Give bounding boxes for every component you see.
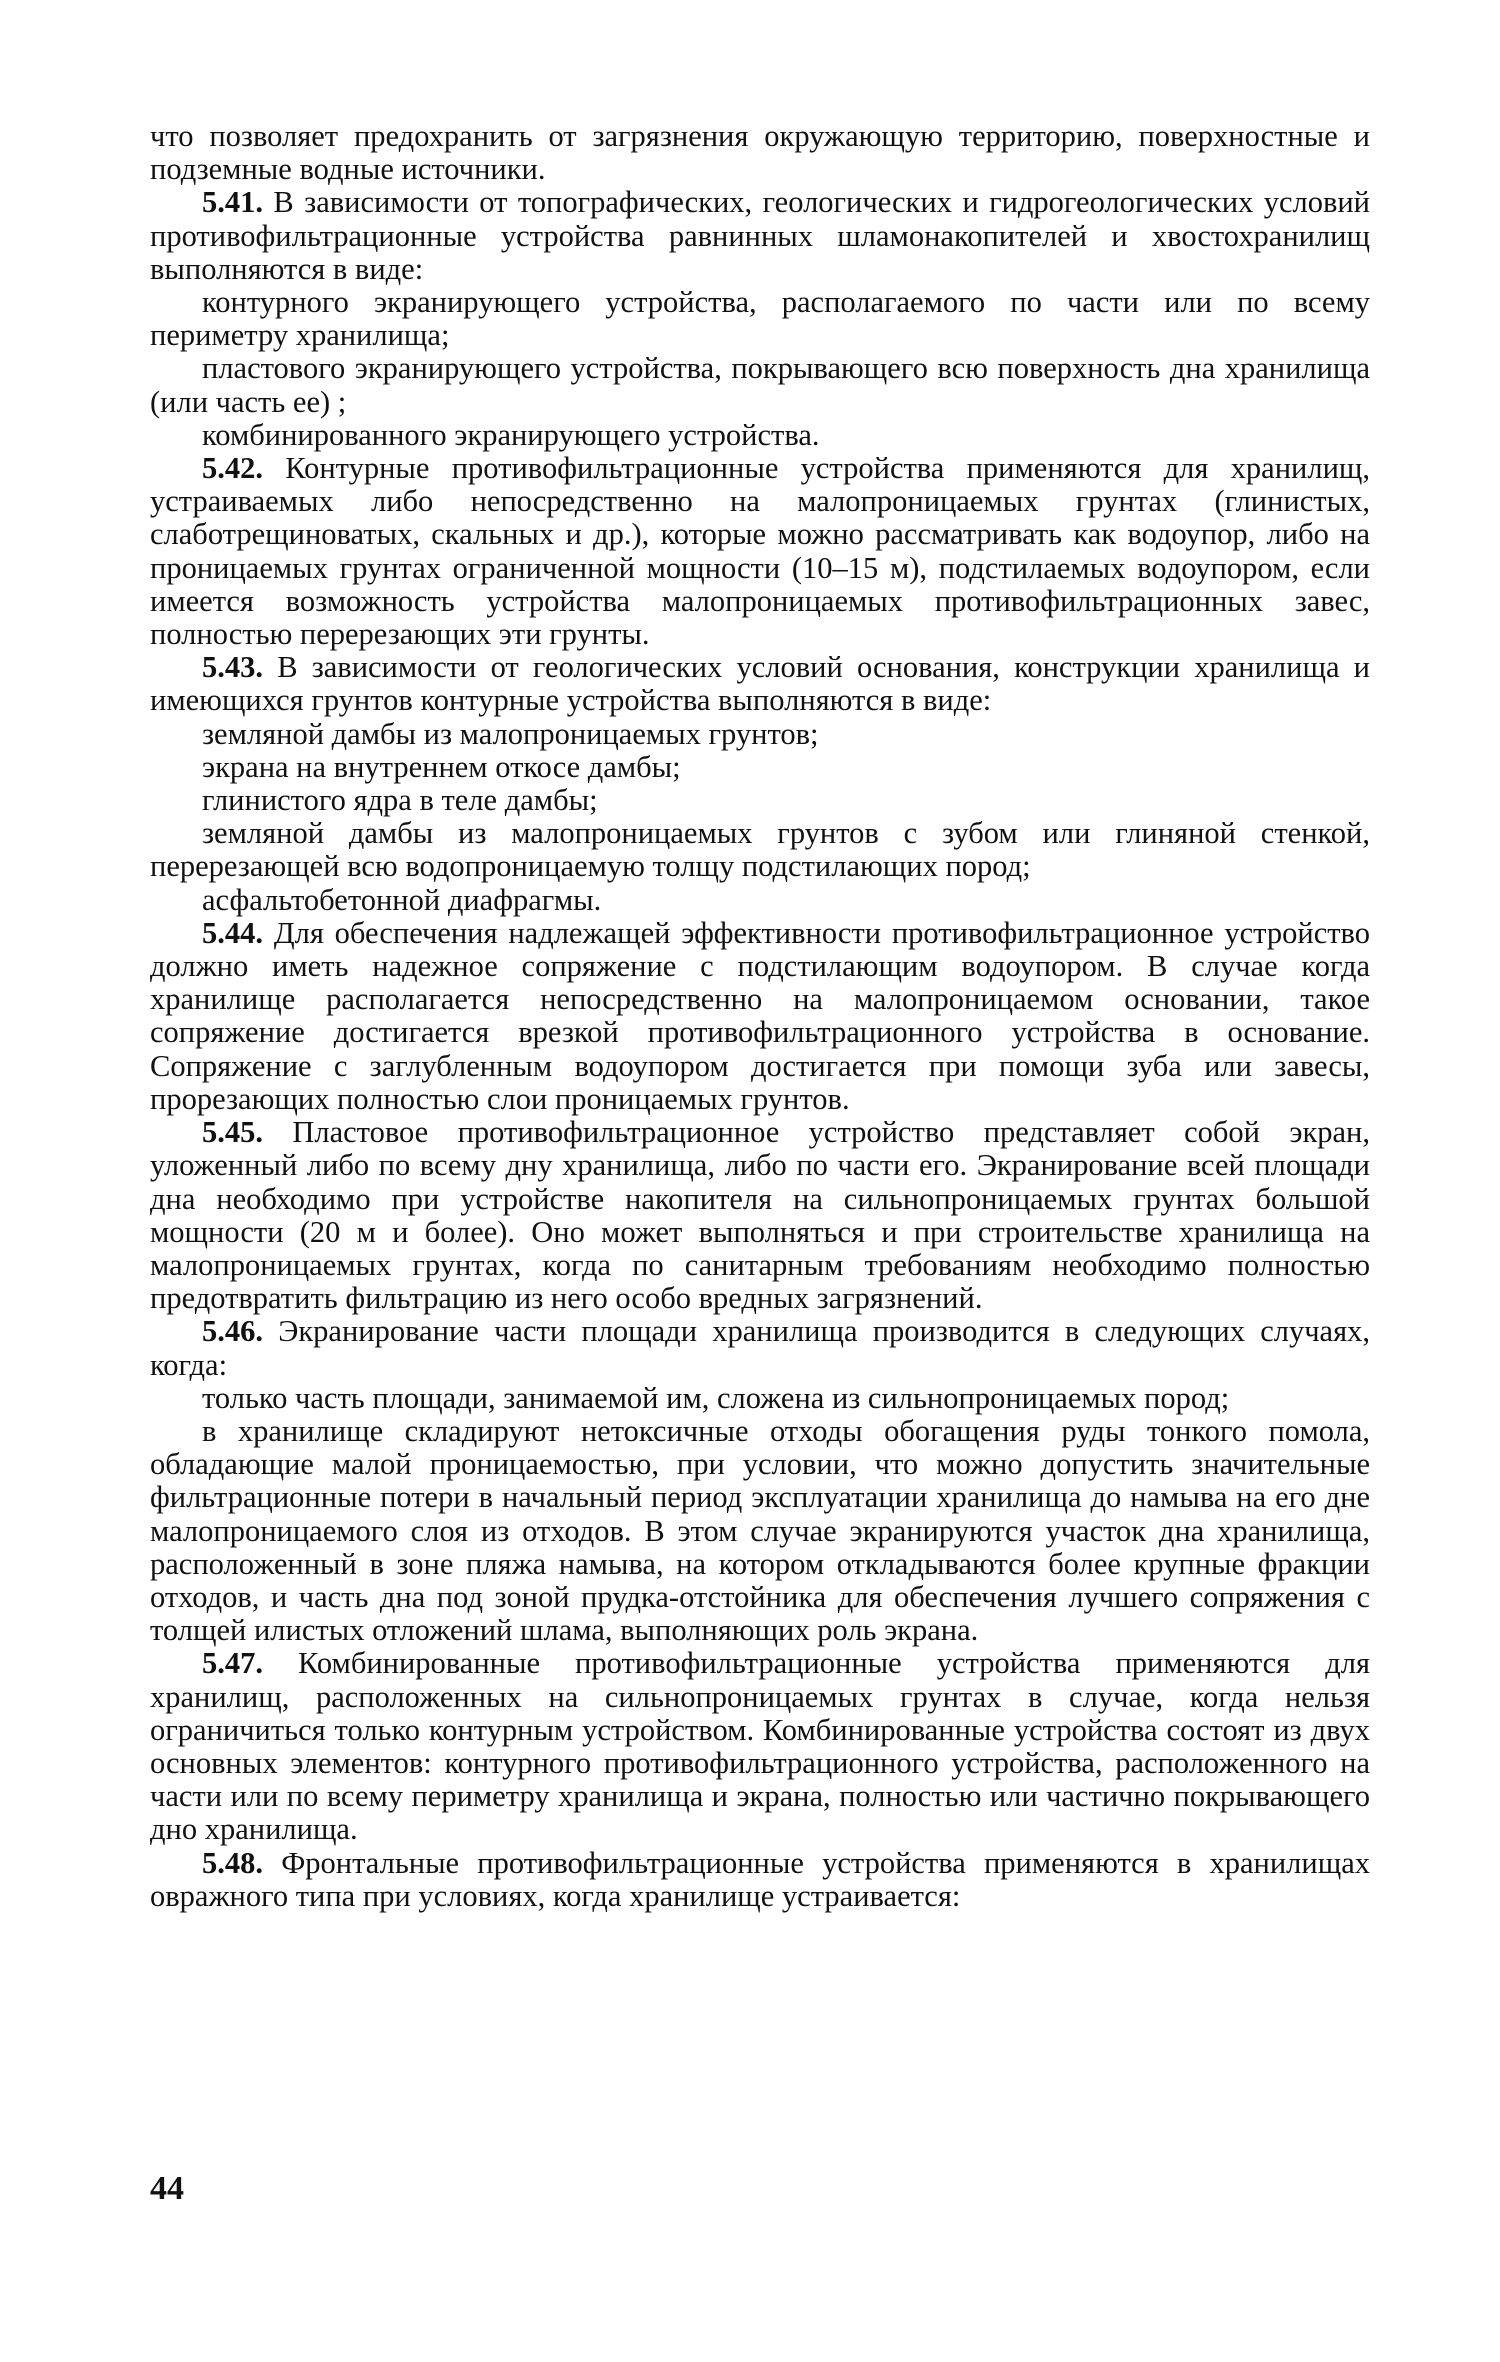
list-item: только часть площади, занимаемой им, сложена из сильнопроницаемых пород;	[202, 1380, 1230, 1415]
section-number: 5.46.	[202, 1314, 263, 1349]
section-5-44: 5.44. Для обеспечения надлежащей эффективности противофильтрационное устройство должно иметь надежное сопряжение с подстилающим водоупором. В случае когда хранилище располагается непосредственно на малопроницаемом основании, такое сопряжение достигается врезкой противофильтрационного устройства в основание. Сопряжение с заглубленным водоупором достигается при помощи зуба или завесы, прорезающих полностью слои проницаемых грунтов.	[150, 915, 1371, 1116]
section-number: 5.41.	[202, 185, 263, 220]
section-number: 5.44.	[202, 915, 263, 950]
section-5-46: 5.46. Экранирование части площади хранилища производится в следующих случаях, когда:	[150, 1314, 1370, 1382]
list-item: комбинированного экранирующего устройства.	[202, 417, 820, 452]
section-number: 5.48.	[202, 1845, 263, 1880]
list-item: экрана на внутреннем откосе дамбы;	[202, 749, 681, 784]
list-item: земляной дамбы из малопроницаемых грунтов с зубом или глиняной стенкой, перерезающей всю водопроницаемую толщу подстилающих пород;	[150, 816, 1370, 884]
list-item: контурного экранирующего устройства, располагаемого по части или по всему периметру хранилища;	[150, 285, 1370, 353]
list-item: в хранилище складируют нетоксичные отходы обогащения руды тонкого помола, обладающие малой проницаемостью, при условии, что можно допустить значительные фильтрационные потери в начальный период эксплуатации хранилища до намыва на его дне малопроницаемого слоя из отходов. В этом случае экранируются участок дна хранилища, расположенный в зоне пляжа намыва, на котором откладываются более крупные фракции отходов, и часть дна под зоной прудка-отстойника для обеспечения лучшего сопряжения с толщей илистых отложений шлама, выполняющих роль экрана.	[150, 1413, 1370, 1648]
list-item: глинистого ядра в теле дамбы;	[202, 783, 598, 818]
section-number: 5.47.	[202, 1646, 263, 1681]
section-5-42: 5.42. Контурные противофильтрационные устройства применяются для хранилищ, устраиваемых либо непосредственно на малопроницаемых грунтах (глинистых, слаботрещиноватых, скальных и др.), которые можно рассматривать как водоупор, либо на проницаемых грунтах ограниченной мощности (10–15 м), подстилаемых водоупором, если имеется возможность устройства малопроницаемых противофильтрационных завес, полностью перерезающих эти грунты.	[150, 451, 1370, 652]
page-text	[150, 120, 1370, 1913]
section-number: 5.42.	[202, 451, 263, 486]
list-item: асфальтобетонной диафрагмы.	[202, 882, 602, 917]
page-number: 44	[150, 2170, 184, 2207]
section-5-47: 5.47. Комбинированные противофильтрационные устройства применяются для хранилищ, расположенных на сильнопроницаемых грунтах в случае, когда нельзя ограничиться только контурным устройством. Комбинированные устройства состоят из двух основных элементов: контурного противофильтрационного устройства, расположенного на части или по всему периметру хранилища и экрана, полностью или частично покрывающего дно хранилища.	[150, 1646, 1370, 1847]
section-5-41: 5.41. В зависимости от топографических, геологических и гидрогеологических условий противофильтрационные устройства равнинных шламонакопителей и хвостохранилищ выполняются в виде:	[150, 185, 1371, 286]
list-item: земляной дамбы из малопроницаемых грунтов;	[202, 716, 819, 751]
section-number: 5.45.	[202, 1115, 263, 1150]
section-5-45: 5.45. Пластовое противофильтрационное устройство представляет собой экран, уложенный либо по всему дну хранилища, либо по части его. Экранирование всей площади дна необходимо при устройстве накопителя на сильнопроницаемых грунтах большой мощности (20 м и более). Оно может выполняться и при строительстве хранилища на малопроницаемых грунтах, когда по санитарным требованиям необходимо полностью предотвратить фильтрацию из него особо вредных загрязнений.	[150, 1115, 1370, 1316]
section-5-48: 5.48. Фронтальные противофильтрационные устройства применяются в хранилищах овражного типа при условиях, когда хранилище устраивается:	[150, 1845, 1370, 1913]
section-number: 5.43.	[202, 650, 263, 685]
section-5-43: 5.43. В зависимости от геологических условий основания, конструкции хранилища и имеющихся грунтов контурные устройства выполняются в виде:	[150, 650, 1370, 718]
list-item: пластового экранирующего устройства, покрывающего всю поверхность дна хранилища (или часть ее) ;	[150, 351, 1370, 419]
paragraph-continuation: что позволяет предохранить от загрязнения окружающую территорию, поверхностные и подземные водные источники.	[150, 119, 1370, 187]
